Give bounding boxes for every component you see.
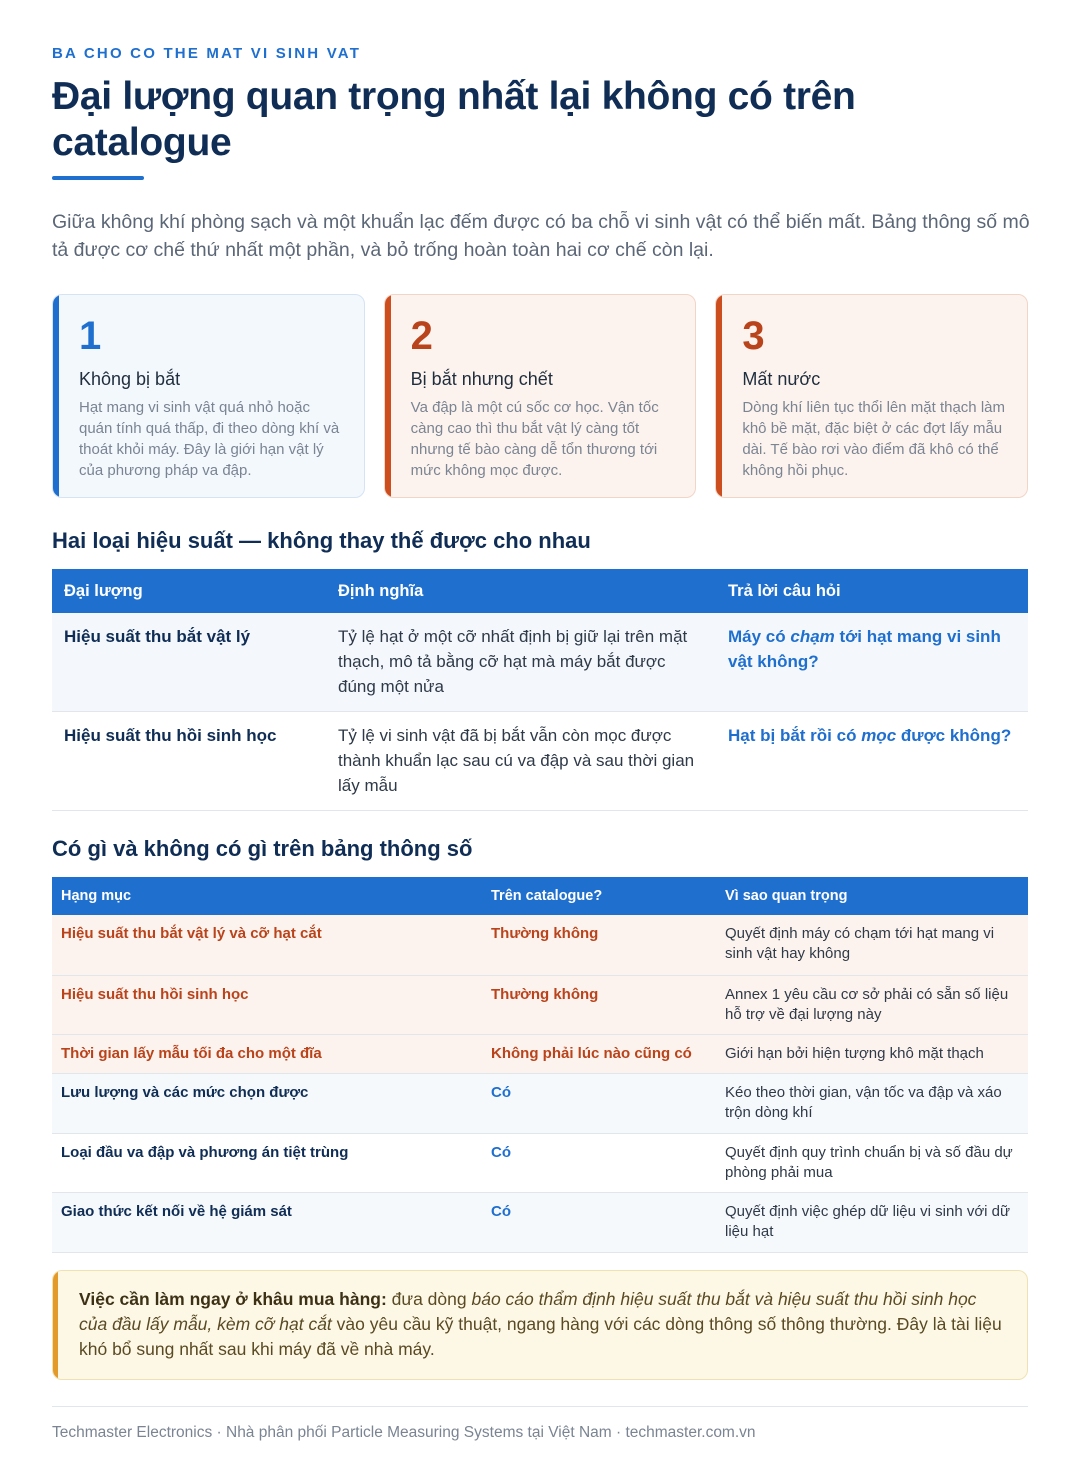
callout-emphasis: báo cáo thẩm định hiệu suất thu bắt và hiệu suất thu hồi sinh học của đầu lấy mẫu, kèm cỡ hạt cắt [79,1289,977,1334]
callout-lead: Việc cần làm ngay ở khâu mua hàng: [79,1289,387,1309]
question-emphasis: chạm [790,627,835,646]
column-header: Vì sao quan trọng [716,877,1028,915]
title-underline [52,176,144,180]
callout-text: đưa dòng [386,1289,472,1309]
catalogue-cell: Có [482,1133,716,1192]
item-cell: Thời gian lấy mẫu tối đa cho một đĩa [52,1034,482,1073]
intro-paragraph: Giữa không khí phòng sạch và một khuẩn lạc đếm được có ba chỗ vi sinh vật có thể biến mất. Bảng thông số mô tả được cơ chế thứ nhất một phần, và bỏ trống hoàn toàn hai cơ chế còn lại. [52,211,1030,261]
page-title: Đại lượng quan trọng nhất lại không có trên catalogue [52,75,856,164]
card-number: 3 [742,314,765,358]
table-row [52,915,1028,975]
card-number: 1 [79,314,102,358]
mechanism-card-3 [715,294,1028,498]
reason-cell: Annex 1 yêu cầu cơ sở phải có sẵn số liệu hỗ trợ về đại lượng này [716,975,1028,1034]
section-heading-efficiency: Hai loại hiệu suất — không thay thế được cho nhau [52,528,591,553]
catalogue-cell: Có [482,1192,716,1252]
catalogue-cell: Thường không [482,975,716,1034]
column-header: Định nghĩa [326,569,716,613]
card-text: Dòng khí liên tục thổi lên mặt thạch làm khô bề mặt, đặc biệt ở các đợt lấy mẫu dài. Tế bào rơi vào điểm đã khô có thể không hồi phục. [742,399,1005,479]
reason-cell: Giới hạn bởi hiện tượng khô mặt thạch [716,1034,1028,1073]
column-header: Hạng mục [52,877,482,915]
mechanism-cards [52,294,1028,498]
card-title: Bị bắt nhưng chết [410,369,553,389]
catalogue-cell: Không phải lúc nào cũng có [482,1034,716,1073]
callout-text: vào yêu cầu kỹ thuật, ngang hàng với các dòng thông số thông thường. Đây là tài liệu khó bổ sung nhất sau khi máy đã về nhà máy. [79,1314,1002,1359]
table-row [52,1034,1028,1073]
column-header: Trả lời câu hỏi [716,569,1028,613]
reason-cell: Quyết định quy trình chuẩn bị và số đầu dự phòng phải mua [716,1133,1028,1192]
column-header: Trên catalogue? [482,877,716,915]
item-cell: Hiệu suất thu hồi sinh học [52,975,482,1034]
efficiency-table [52,569,1028,811]
procurement-callout [52,1270,1028,1380]
table-header-row [52,569,1028,613]
footer-divider [52,1406,1028,1407]
card-text: Hạt mang vi sinh vật quá nhỏ hoặc quán tính quá thấp, đi theo dòng khí và thoát khỏi máy. Đây là giới hạn vật lý của phương pháp va đập. [79,399,340,479]
question-text: tới hạt mang vi sinh vật không? [728,627,1001,671]
question-cell [716,712,1028,811]
table-row [52,1133,1028,1192]
footer-text: Techmaster Electronics · Nhà phân phối Particle Measuring Systems tại Việt Nam · techmaster.com.vn [52,1424,756,1441]
table-row [52,975,1028,1034]
column-header: Đại lượng [52,569,326,613]
quantity-cell: Hiệu suất thu hồi sinh học [52,712,326,811]
section-heading-datasheet: Có gì và không có gì trên bảng thông số [52,836,473,861]
catalogue-cell: Thường không [482,915,716,975]
definition-cell: Tỷ lệ hạt ở một cỡ nhất định bị giữ lại trên mặt thạch, mô tả bằng cỡ hạt mà máy bắt được đúng một nửa [326,613,716,712]
question-text: Máy có [728,627,791,646]
reason-cell: Quyết định máy có chạm tới hạt mang vi sinh vật hay không [716,915,1028,975]
table-row [52,712,1028,811]
reason-cell: Kéo theo thời gian, vận tốc va đập và xáo trộn dòng khí [716,1073,1028,1133]
mechanism-card-2 [384,294,697,498]
card-number: 2 [410,314,433,358]
item-cell: Lưu lượng và các mức chọn được [52,1073,482,1133]
item-cell: Loại đầu va đập và phương án tiệt trùng [52,1133,482,1192]
question-emphasis: mọc [861,726,897,745]
mechanism-card-1 [52,294,365,498]
card-title: Mất nước [742,369,821,389]
question-text: được không? [896,726,1012,745]
reason-cell: Quyết định việc ghép dữ liệu vi sinh với dữ liệu hạt [716,1192,1028,1252]
table-row [52,1073,1028,1133]
definition-cell: Tỷ lệ vi sinh vật đã bị bắt vẫn còn mọc được thành khuẩn lạc sau cú va đập và sau thời gian lấy mẫu [326,712,716,811]
table-header-row [52,877,1028,915]
eyebrow-label: BA CHO CO THE MAT VI SINH VAT [52,45,362,62]
quantity-cell: Hiệu suất thu bắt vật lý [52,613,326,712]
table-row [52,1192,1028,1252]
datasheet-table [52,877,1028,1253]
catalogue-cell: Có [482,1073,716,1133]
card-title: Không bị bắt [79,369,181,389]
item-cell: Giao thức kết nối về hệ giám sát [52,1192,482,1252]
question-cell [716,613,1028,712]
table-row [52,613,1028,712]
item-cell: Hiệu suất thu bắt vật lý và cỡ hạt cắt [52,915,482,975]
card-text: Va đập là một cú sốc cơ học. Vận tốc càng cao thì thu bắt vật lý càng tốt nhưng tế bào càng dễ tổn thương tới mức không mọc được. [410,399,659,479]
question-text: Hạt bị bắt rồi có [728,726,862,745]
